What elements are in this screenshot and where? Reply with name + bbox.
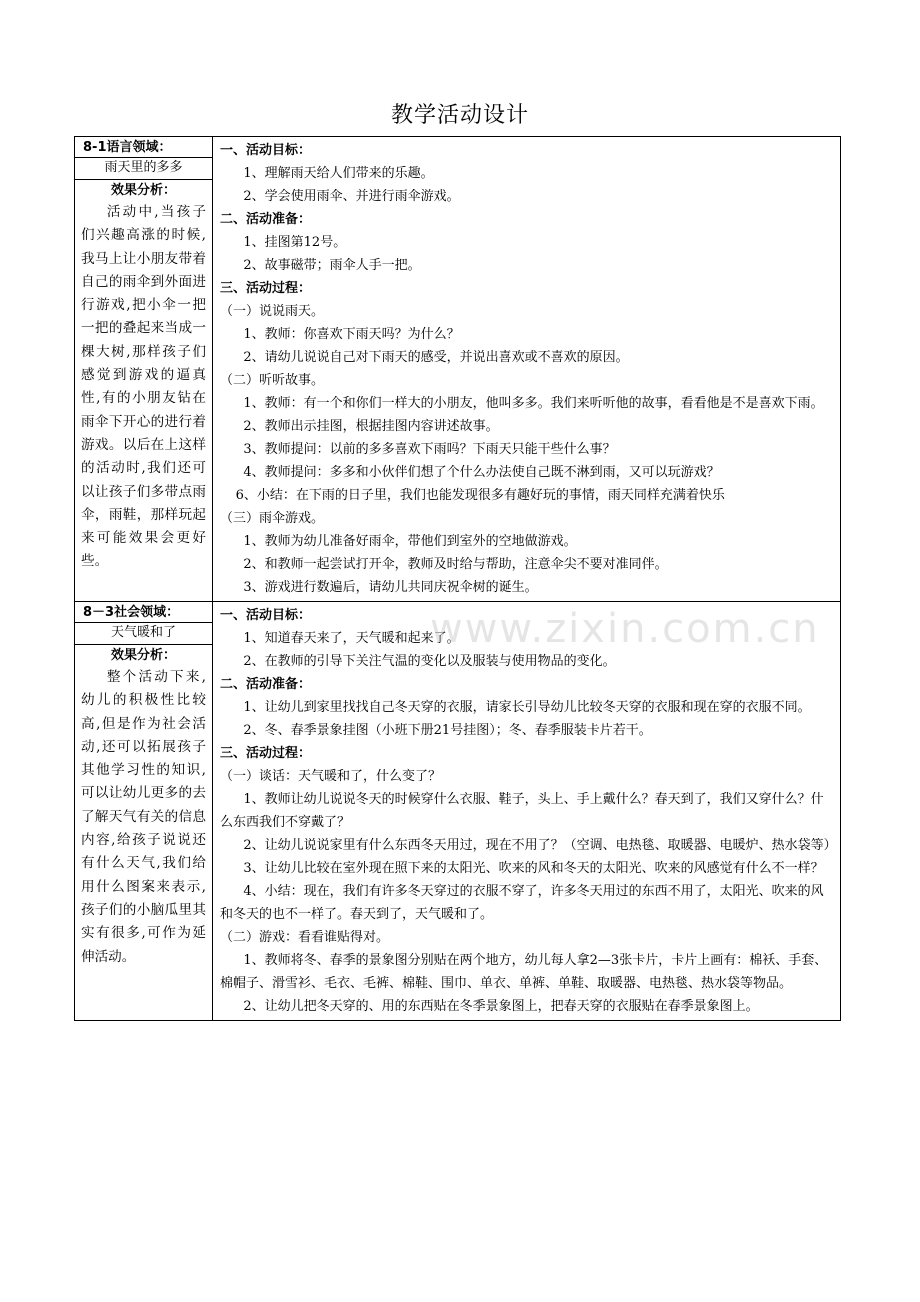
section-2-line: 2、让幼儿说说家里有什么东西冬天用过，现在不用了？（空调、电热毯、取暖器、电暖炉、热水袋等） [243,838,837,853]
section-1-content-cell [213,137,841,602]
section-1-subheading: （一）说说雨天。 [220,304,325,319]
section-2-topic: 天气暖和了 [75,622,212,644]
section-1-line: 1、理解雨天给人们带来的乐趣。 [243,166,434,181]
section-1-line: 1、挂图第12号。 [243,235,347,250]
section-2-line: 2、在教师的引导下关注气温的变化以及服装与使用物品的变化。 [243,654,616,669]
section-1-subheading: （三）雨伞游戏。 [220,511,325,526]
section-2-effect-text: 整个活动下来,幼儿的积极性比较高,但是作为社会活动,还可以拓展孩子其他学习性的知识,可以让幼儿更多的去了解天气有关的信息内容,给孩子说说还有什么天气,我们给用什么图案来表示,孩子们的小脑瓜里其实有很多,可作为延伸活动。 [81,669,206,965]
document-title: 教学活动设计 [390,103,529,128]
section-2-line: 4、小结：现在，我们有许多冬天穿过的衣服不穿了，许多冬天用过的东西不用了，太阳光、吹来的风和冬天的也不一样了。春天到了，天气暖和了。 [220,884,824,922]
section-2-subheading: （二）游戏：看看谁贴得对。 [220,930,390,945]
section-2-line: 3、让幼儿比较在室外现在照下来的太阳光、吹来的风和冬天的太阳光、吹来的风感觉有什么不一样？ [243,861,824,876]
section-1-line: 3、教师提问：以前的多多喜欢下雨吗？下雨天只能干些什么事？ [243,442,616,457]
section-2-heading: 二、活动准备： [220,677,312,692]
section-1-header-row [75,137,841,602]
section-1-heading: 三、活动过程： [220,281,312,296]
section-1-line: 2、故事磁带；雨伞人手一把。 [243,258,421,273]
section-1-effect-label: 效果分析： [110,183,176,198]
section-2-line: 1、知道春天来了，天气暖和起来了。 [243,631,460,646]
section-2-subheading: （一）谈话：天气暖和了，什么变了？ [220,769,442,784]
section-1-heading: 一、活动目标： [220,143,312,158]
section-1-line: 2、教师出示挂图，根据挂图内容讲述故事。 [243,419,499,434]
section-1-content [213,137,840,601]
section-1-domain-cell [75,137,213,602]
section-2-heading: 一、活动目标： [220,608,312,623]
section-2-domain: 8－3社会领域： [83,605,180,620]
section-2-line: 1、教师将冬、春季的景象图分别贴在两个地方，幼儿每人拿2—3张卡片，卡片上画有：棉袄、手套、棉帽子、滑雪衫、毛衣、毛裤、棉鞋、围巾、单衣、单裤、单鞋、取暖器、电热毯、热水袋等物品。 [220,953,828,991]
section-2-content-cell [213,602,841,1021]
section-1-line: 3、游戏进行数遍后，请幼儿共同庆祝伞树的诞生。 [243,580,538,595]
section-2-effect-label: 效果分析： [110,648,176,663]
section-1-line: 2、和教师一起尝试打开伞，教师及时给与帮助，注意伞尖不要对准同伴。 [243,557,668,572]
section-1-line: 1、教师：有一个和你们一样大的小朋友，他叫多多。我们来听听他的故事，看看他是不是喜欢下雨。 [243,396,824,411]
section-1-line: 6、小结：在下雨的日子里，我们也能发现很多有趣好玩的事情，雨天同样充满着快乐 [235,488,725,503]
section-2-line: 1、让幼儿到家里找找自己冬天穿的衣服，请家长引导幼儿比较冬天穿的衣服和现在穿的衣服不同。 [243,700,811,715]
section-1-heading: 二、活动准备： [220,212,312,227]
section-1-line: 4、教师提问：多多和小伙伴们想了个什么办法使自己既不淋到雨，又可以玩游戏？ [243,465,720,480]
section-1-subheading: （二）听听故事。 [220,373,325,388]
section-2-line: 2、冬、春季景象挂图（小班下册21号挂图）；冬、春季服装卡片若干。 [243,723,652,738]
section-1-line: 1、教师为幼儿准备好雨伞，带他们到室外的空地做游戏。 [243,534,577,549]
watermark: www.zixin.com.cn [430,606,820,652]
section-2-heading: 三、活动过程： [220,746,312,761]
section-1-topic: 雨天里的多多 [75,157,212,179]
section-2-domain-cell [75,602,213,1021]
section-2-content [213,602,840,1020]
section-1-line: 1、教师：你喜欢下雨天吗？为什么？ [243,327,460,342]
section-2-line: 2、让幼儿把冬天穿的、用的东西贴在冬季景象图上，把春天穿的衣服贴在春季景象图上。 [243,999,759,1014]
section-1-line: 2、学会使用雨伞、并进行雨伞游戏。 [243,189,460,204]
section-1-domain: 8-1语言领域： [83,140,172,155]
section-2-header-row [75,602,841,1021]
lesson-plan-table [74,136,841,1021]
section-1-effect-text: 活动中,当孩子们兴趣高涨的时候,我马上让小朋友带着自己的雨伞到外面进行游戏,把小伞一把一把的叠起来当成一棵大树,那样孩子们感觉到游戏的逼真性,有的小朋友钻在雨伞下开心的进行着游戏。以后在上这样的活动时,我们还可以让孩子们多带点雨伞，雨鞋，那样玩起来可能效果会更好些。 [81,204,206,570]
section-2-line: 1、教师让幼儿说说冬天的时候穿什么衣服、鞋子，头上、手上戴什么？春天到了，我们又穿什么？什么东西我们不穿戴了？ [220,792,824,830]
section-1-line: 2、请幼儿说说自己对下雨天的感受，并说出喜欢或不喜欢的原因。 [243,350,629,365]
